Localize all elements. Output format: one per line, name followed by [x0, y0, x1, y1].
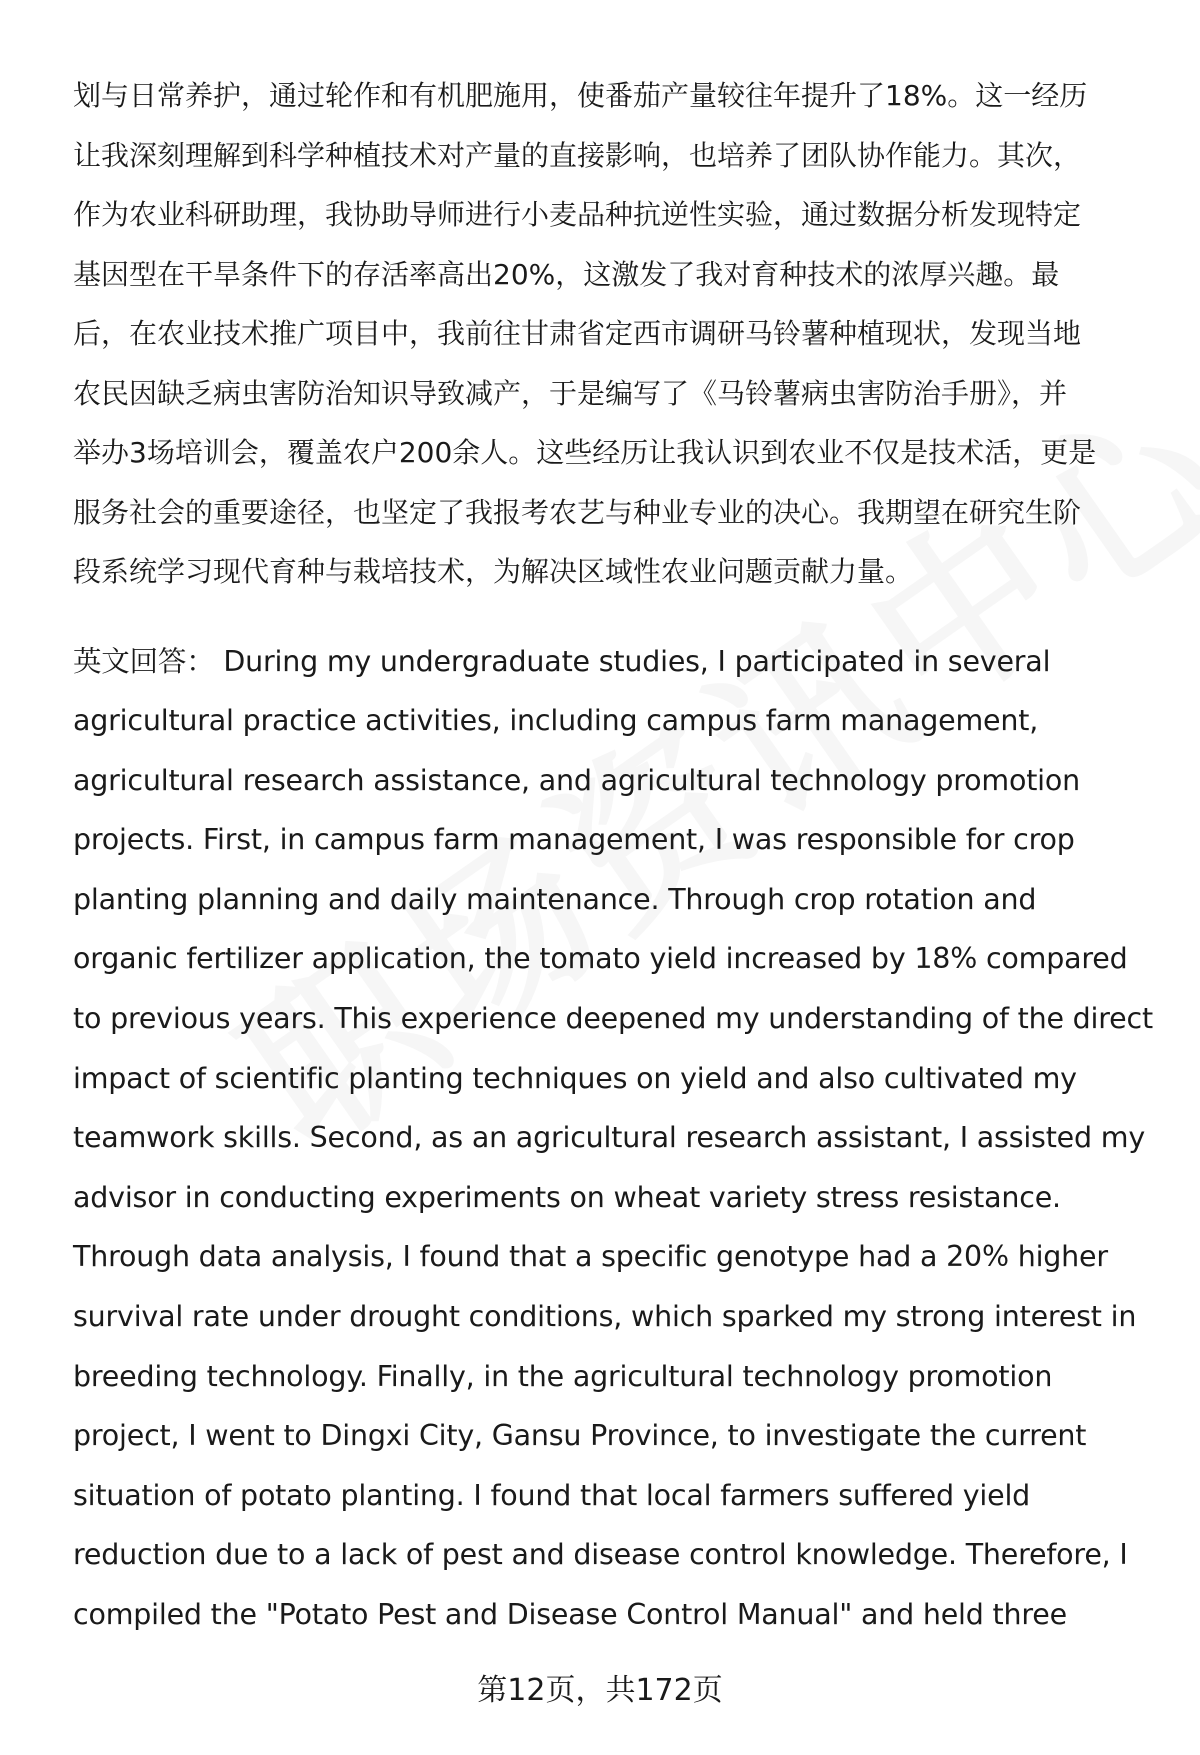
text-line: to previous years. This experience deepened my understanding of the direct: [73, 1002, 1153, 1036]
text-line: 作为农业科研助理，我协助导师进行小麦品种抗逆性实验，通过数据分析发现特定: [73, 198, 1082, 231]
text-line: planting planning and daily maintenance. Through crop rotation and: [73, 882, 1037, 916]
text-line: Through data analysis, I found that a specific genotype had a 20% higher: [73, 1240, 1108, 1274]
text-line: compiled the "Potato Pest and Disease Control Manual" and held three: [73, 1598, 1067, 1631]
text-line: 段系统学习现代育种与栽培技术，为解决区域性农业问题贡献力量。: [73, 555, 914, 588]
page-number: 第12页，共172页: [477, 1673, 723, 1708]
text-line: 英文回答： During my undergraduate studies, I participated in several: [73, 644, 1051, 678]
chinese-paragraph: [73, 66, 1163, 602]
text-line: project, I went to Dingxi City, Gansu Province, to investigate the current: [73, 1419, 1087, 1453]
text-line: 举办3场培训会，覆盖农户200余人。这些经历让我认识到农业不仅是技术活，更是: [73, 436, 1097, 469]
text-line: advisor in conducting experiments on wheat variety stress resistance.: [73, 1180, 1061, 1214]
text-line: reduction due to a lack of pest and disease control knowledge. Therefore, I: [73, 1538, 1128, 1572]
text-line: organic fertilizer application, the tomato yield increased by 18% compared: [73, 942, 1128, 976]
text-line: agricultural research assistance, and agricultural technology promotion: [73, 763, 1080, 797]
text-line: impact of scientific planting techniques on yield and also cultivated my: [73, 1061, 1077, 1095]
text-line: 农民因缺乏病虫害防治知识导致减产，于是编写了《马铃薯病虫害防治手册》，并: [73, 376, 1068, 410]
text-line: 让我深刻理解到科学种植技术对产量的直接影响，也培养了团队协作能力。其次，: [73, 138, 1082, 172]
text-line: agricultural practice activities, including campus farm management,: [73, 704, 1039, 738]
text-line: survival rate under drought conditions, which sparked my strong interest in: [73, 1300, 1137, 1334]
english-paragraph: [73, 632, 1163, 1645]
text-line: 后，在农业技术推广项目中，我前往甘肃省定西市调研马铃薯种植现状，发现当地: [73, 317, 1082, 350]
document-body: [73, 66, 1163, 1645]
text-line: teamwork skills. Second, as an agricultural research assistant, I assisted my: [73, 1121, 1145, 1155]
text-line: 划与日常养护，通过轮作和有机肥施用，使番茄产量较往年提升了18%。这一经历: [73, 79, 1088, 112]
text-line: situation of potato planting. I found that local farmers suffered yield: [73, 1478, 1031, 1512]
text-line: 基因型在干旱条件下的存活率高出20%，这激发了我对育种技术的浓厚兴趣。最: [73, 257, 1060, 291]
text-line: projects. First, in campus farm management, I was responsible for crop: [73, 823, 1075, 857]
text-line: 服务社会的重要途径，也坚定了我报考农艺与种业专业的决心。我期望在研究生阶: [73, 495, 1082, 529]
text-line: breeding technology. Finally, in the agricultural technology promotion: [73, 1359, 1053, 1393]
